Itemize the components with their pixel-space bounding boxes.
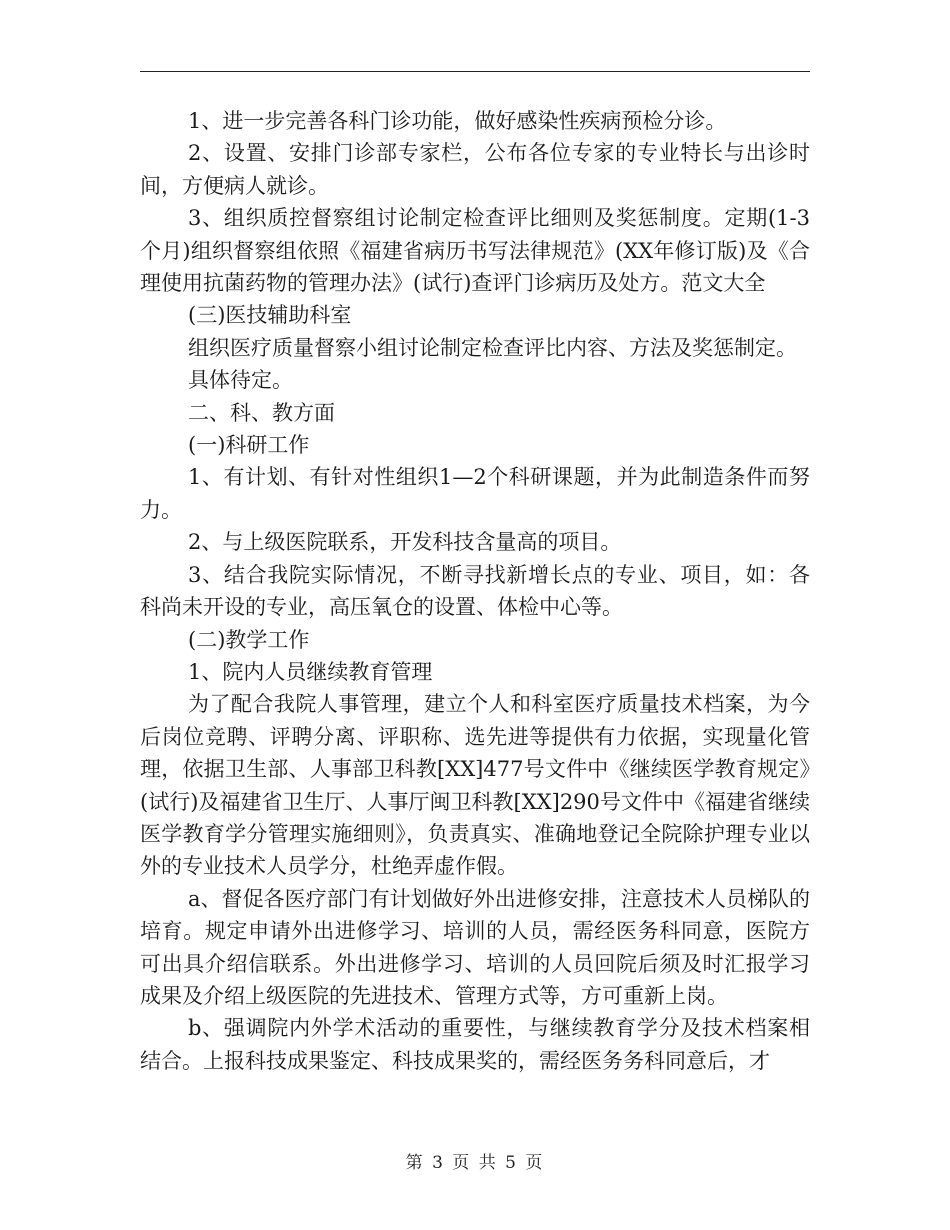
paragraph-14: 为了配合我院人事管理，建立个人和科室医疗质量技术档案，为今后岗位竞聘、评聘分离、评职称、选先进等提供有力依据，实现量化管理，依据卫生部、人事部卫科教[XX]477号文件中《继续医学教育规定》(试行)及福建省卫生厅、人事厅闽卫科教[XX]290号文件中《福建省继续医学教育学分管理实施细则》，负责真实、准确地登记全院除护理专业以外的专业技术人员学分，杜绝弄虚作假。 <box>140 692 810 879</box>
paragraph-6: 具体待定。 <box>188 368 293 393</box>
section-heading-research-teaching: 二、科、教方面 <box>188 400 335 425</box>
paragraph-3: 3、组织质控督察组讨论制定检查评比细则及奖惩制度。定期(1-3个月)组织督察组依照《福建省病历书写法律规范》(XX年修订版)及《合理使用抗菌药物的管理办法》(试行)查评门诊病历及处方。范文大全 <box>140 206 810 296</box>
subsection-heading-research: (一)科研工作 <box>188 433 310 458</box>
paragraph-16: b、强调院内外学术活动的重要性，与继续教育学分及技术档案相结合。上报科技成果鉴定、科技成果奖的，需经医务务科同意后，才 <box>140 1016 810 1073</box>
subsection-heading-teaching: (二)教学工作 <box>188 627 310 652</box>
item-heading-continuing-education: 1、院内人员继续教育管理 <box>188 659 433 684</box>
page-number: 第 3 页 共 5 页 <box>405 1153 545 1173</box>
paragraph-2: 2、设置、安排门诊部专家栏，公布各位专家的专业特长与出诊时间，方便病人就诊。 <box>140 141 810 198</box>
paragraph-1: 1、进一步完善各科门诊功能，做好感染性疾病预检分诊。 <box>188 109 727 133</box>
section-heading-medtech: (三)医技辅助科室 <box>188 303 352 328</box>
header-rule <box>140 71 810 72</box>
paragraph-10: 2、与上级医院联系，开发科技含量高的项目。 <box>188 530 622 555</box>
paragraph-11: 3、结合我院实际情况，不断寻找新增长点的专业、项目，如：各科尚未开设的专业，高压氧仓的设置、体检中心等。 <box>140 562 810 620</box>
document-body <box>140 105 810 1077</box>
paragraph-15: a、督促各医疗部门有计划做好外出进修安排，注意技术人员梯队的培育。规定申请外出进修学习、培训的人员，需经医务科同意，医院方可出具介绍信联系。外出进修学习、培训的人员回院后须及时汇报学习成果及介绍上级医院的先进技术、管理方式等，方可重新上岗。 <box>140 886 810 1008</box>
paragraph-5: 组织医疗质量督察小组讨论制定检查评比内容、方法及奖惩制定。 <box>188 335 797 360</box>
paragraph-9: 1、有计划、有针对性组织1—2个科研课题，并为此制造条件而努力。 <box>140 465 810 522</box>
